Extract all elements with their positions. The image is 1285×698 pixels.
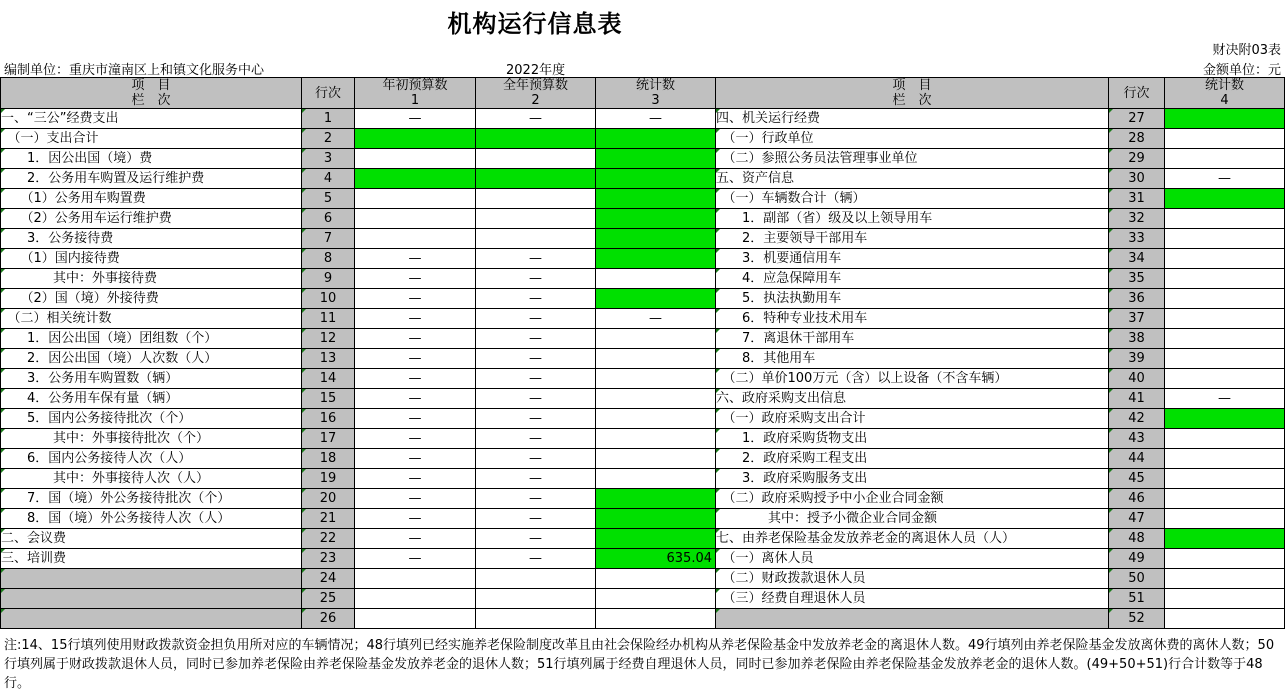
table-row bbox=[1, 129, 1285, 149]
annual-budget-cell[interactable] bbox=[476, 169, 596, 189]
line-number-left: 1 bbox=[302, 109, 355, 129]
line-number-right: 38 bbox=[1109, 329, 1165, 349]
line-number-left: 16 bbox=[302, 409, 355, 429]
stat-cell-left[interactable] bbox=[596, 149, 716, 169]
line-number-right: 29 bbox=[1109, 149, 1165, 169]
annual-budget-cell[interactable] bbox=[476, 229, 596, 249]
stat-cell-right[interactable] bbox=[1165, 429, 1285, 449]
row-label-right: （二）单价100万元（含）以上设备（不含车辆） bbox=[716, 369, 1109, 389]
row-label-right: 7．离退休干部用车 bbox=[716, 329, 1109, 349]
stat-cell-left[interactable] bbox=[596, 249, 716, 269]
initial-budget-cell[interactable]: — bbox=[355, 109, 476, 129]
table-row bbox=[1, 209, 1285, 229]
initial-budget-cell[interactable]: — bbox=[355, 489, 476, 509]
row-label-left: （2）公务用车运行维护费 bbox=[1, 209, 302, 229]
line-number-left: 18 bbox=[302, 449, 355, 469]
initial-budget-cell[interactable]: — bbox=[355, 429, 476, 449]
row-label-left: 其中：外事接待人次（人） bbox=[1, 469, 302, 489]
line-number-right: 31 bbox=[1109, 189, 1165, 209]
initial-budget-cell[interactable]: — bbox=[355, 449, 476, 469]
row-label-right: 6．特种专业技术用车 bbox=[716, 309, 1109, 329]
line-number-left: 14 bbox=[302, 369, 355, 389]
line-number-left: 15 bbox=[302, 389, 355, 409]
stat-cell-left[interactable] bbox=[596, 369, 716, 389]
table-row bbox=[1, 229, 1285, 249]
initial-budget-cell[interactable] bbox=[355, 589, 476, 609]
stat-cell-right[interactable] bbox=[1165, 249, 1285, 269]
initial-budget-cell[interactable]: — bbox=[355, 349, 476, 369]
annual-budget-cell[interactable]: — bbox=[476, 329, 596, 349]
initial-budget-cell[interactable]: — bbox=[355, 469, 476, 489]
stat-cell-left[interactable] bbox=[596, 209, 716, 229]
row-label-left: （2）国（境）外接待费 bbox=[1, 289, 302, 309]
row-label-right bbox=[716, 609, 1109, 629]
initial-budget-cell[interactable] bbox=[355, 229, 476, 249]
row-label-right: 1．政府采购货物支出 bbox=[716, 429, 1109, 449]
table-row bbox=[1, 589, 1285, 609]
row-label-left: 一、“三公”经费支出 bbox=[1, 109, 302, 129]
line-number-left: 23 bbox=[302, 549, 355, 569]
table-row bbox=[1, 509, 1285, 529]
initial-budget-cell[interactable] bbox=[355, 169, 476, 189]
row-label-left: （二）相关统计数 bbox=[1, 309, 302, 329]
annual-budget-cell[interactable]: — bbox=[476, 269, 596, 289]
table-row bbox=[1, 429, 1285, 449]
row-label-left: （1）国内接待费 bbox=[1, 249, 302, 269]
initial-budget-cell[interactable]: — bbox=[355, 509, 476, 529]
stat-cell-left[interactable]: — bbox=[596, 109, 716, 129]
line-number-left: 13 bbox=[302, 349, 355, 369]
stat-cell-left[interactable] bbox=[596, 429, 716, 449]
annual-budget-cell[interactable] bbox=[476, 609, 596, 629]
row-label-right: （二）参照公务员法管理事业单位 bbox=[716, 149, 1109, 169]
annual-budget-cell[interactable]: — bbox=[476, 249, 596, 269]
stat-cell-right[interactable] bbox=[1165, 269, 1285, 289]
table-row bbox=[1, 469, 1285, 489]
row-label-right: 8．其他用车 bbox=[716, 349, 1109, 369]
stat-cell-left[interactable] bbox=[596, 409, 716, 429]
annual-budget-cell[interactable]: — bbox=[476, 369, 596, 389]
stat-cell-right[interactable] bbox=[1165, 409, 1285, 429]
table-row bbox=[1, 549, 1285, 569]
row-label-right: 2．主要领导干部用车 bbox=[716, 229, 1109, 249]
stat-cell-right[interactable] bbox=[1165, 189, 1285, 209]
annual-budget-cell[interactable]: — bbox=[476, 469, 596, 489]
row-label-right: 3．机要通信用车 bbox=[716, 249, 1109, 269]
stat-cell-left[interactable] bbox=[596, 589, 716, 609]
header-stat-right: 统计数 4 bbox=[1165, 78, 1285, 109]
line-number-left: 22 bbox=[302, 529, 355, 549]
initial-budget-cell[interactable] bbox=[355, 149, 476, 169]
table-row bbox=[1, 409, 1285, 429]
header-stat-left: 统计数 3 bbox=[596, 78, 716, 109]
stat-cell-left[interactable]: — bbox=[596, 309, 716, 329]
row-label-left: 三、培训费 bbox=[1, 549, 302, 569]
annual-budget-cell[interactable]: — bbox=[476, 109, 596, 129]
stat-cell-right[interactable] bbox=[1165, 509, 1285, 529]
stat-cell-left[interactable] bbox=[596, 489, 716, 509]
annual-budget-cell[interactable]: — bbox=[476, 389, 596, 409]
header-annual-budget: 全年预算数 2 bbox=[476, 78, 596, 109]
initial-budget-cell[interactable]: — bbox=[355, 369, 476, 389]
line-number-right: 51 bbox=[1109, 589, 1165, 609]
line-number-right: 27 bbox=[1109, 109, 1165, 129]
initial-budget-cell[interactable] bbox=[355, 609, 476, 629]
line-number-right: 48 bbox=[1109, 529, 1165, 549]
row-label-right: 4．应急保障用车 bbox=[716, 269, 1109, 289]
initial-budget-cell[interactable] bbox=[355, 189, 476, 209]
row-label-left: 其中：外事接待批次（个） bbox=[1, 429, 302, 449]
stat-cell-right[interactable] bbox=[1165, 229, 1285, 249]
table-row bbox=[1, 149, 1285, 169]
stat-cell-right[interactable] bbox=[1165, 589, 1285, 609]
table-row bbox=[1, 569, 1285, 589]
table-row bbox=[1, 189, 1285, 209]
table-row bbox=[1, 249, 1285, 269]
row-label-left: 4．公务用车保有量（辆） bbox=[1, 389, 302, 409]
line-number-left: 8 bbox=[302, 249, 355, 269]
stat-cell-right[interactable] bbox=[1165, 369, 1285, 389]
table-row bbox=[1, 269, 1285, 289]
row-label-right: 3．政府采购服务支出 bbox=[716, 469, 1109, 489]
stat-cell-right[interactable] bbox=[1165, 489, 1285, 509]
stat-cell-right[interactable] bbox=[1165, 129, 1285, 149]
table-row bbox=[1, 449, 1285, 469]
stat-cell-right[interactable] bbox=[1165, 349, 1285, 369]
annual-budget-cell[interactable]: — bbox=[476, 449, 596, 469]
row-label-left: （一）支出合计 bbox=[1, 129, 302, 149]
line-number-left: 21 bbox=[302, 509, 355, 529]
row-label-right: （二）财政拨款退休人员 bbox=[716, 569, 1109, 589]
row-label-right: （一）车辆数合计（辆） bbox=[716, 189, 1109, 209]
annual-budget-cell[interactable] bbox=[476, 209, 596, 229]
stat-cell-left[interactable] bbox=[596, 329, 716, 349]
line-number-right: 49 bbox=[1109, 549, 1165, 569]
annual-budget-cell[interactable]: — bbox=[476, 489, 596, 509]
line-number-right: 32 bbox=[1109, 209, 1165, 229]
line-number-right: 47 bbox=[1109, 509, 1165, 529]
initial-budget-cell[interactable]: — bbox=[355, 329, 476, 349]
stat-cell-left[interactable]: 635.04 bbox=[596, 549, 716, 569]
line-number-left: 4 bbox=[302, 169, 355, 189]
line-number-right: 35 bbox=[1109, 269, 1165, 289]
table-row bbox=[1, 489, 1285, 509]
table-row bbox=[1, 389, 1285, 409]
stat-cell-right[interactable] bbox=[1165, 149, 1285, 169]
row-label-right: 其中：授予小微企业合同金额 bbox=[716, 509, 1109, 529]
row-label-left: （1）公务用车购置费 bbox=[1, 189, 302, 209]
stat-cell-right[interactable] bbox=[1165, 569, 1285, 589]
row-label-left bbox=[1, 569, 302, 589]
annual-budget-cell[interactable]: — bbox=[476, 509, 596, 529]
stat-cell-right[interactable] bbox=[1165, 449, 1285, 469]
stat-cell-right[interactable] bbox=[1165, 549, 1285, 569]
line-number-right: 41 bbox=[1109, 389, 1165, 409]
line-number-right: 44 bbox=[1109, 449, 1165, 469]
stat-cell-left[interactable] bbox=[596, 529, 716, 549]
row-label-left: 2．公务用车购置及运行维护费 bbox=[1, 169, 302, 189]
annual-budget-cell[interactable]: — bbox=[476, 289, 596, 309]
reporting-unit: 编制单位：重庆市潼南区上和镇文化服务中心 bbox=[4, 63, 265, 78]
annual-budget-cell[interactable]: — bbox=[476, 309, 596, 329]
stat-cell-right[interactable] bbox=[1165, 529, 1285, 549]
row-label-left: 6．国内公务接待人次（人） bbox=[1, 449, 302, 469]
line-number-right: 33 bbox=[1109, 229, 1165, 249]
line-number-right: 46 bbox=[1109, 489, 1165, 509]
stat-cell-left[interactable] bbox=[596, 449, 716, 469]
row-label-left bbox=[1, 589, 302, 609]
stat-cell-left[interactable] bbox=[596, 229, 716, 249]
line-number-right: 45 bbox=[1109, 469, 1165, 489]
row-label-right: 六、政府采购支出信息 bbox=[716, 389, 1109, 409]
stat-cell-right[interactable] bbox=[1165, 309, 1285, 329]
row-label-left: 7．国（境）外公务接待批次（个） bbox=[1, 489, 302, 509]
annual-budget-cell[interactable] bbox=[476, 569, 596, 589]
line-number-left: 5 bbox=[302, 189, 355, 209]
stat-cell-left[interactable] bbox=[596, 569, 716, 589]
table-row bbox=[1, 169, 1285, 189]
row-label-left bbox=[1, 609, 302, 629]
initial-budget-cell[interactable]: — bbox=[355, 269, 476, 289]
row-label-left: 5．国内公务接待批次（个） bbox=[1, 409, 302, 429]
stat-cell-left[interactable] bbox=[596, 509, 716, 529]
row-label-right: （三）经费自理退休人员 bbox=[716, 589, 1109, 609]
header-line-right: 行次 bbox=[1109, 78, 1165, 109]
annual-budget-cell[interactable]: — bbox=[476, 429, 596, 449]
line-number-left: 19 bbox=[302, 469, 355, 489]
stat-cell-right[interactable] bbox=[1165, 289, 1285, 309]
initial-budget-cell[interactable] bbox=[355, 129, 476, 149]
annual-budget-cell[interactable] bbox=[476, 129, 596, 149]
annual-budget-cell[interactable]: — bbox=[476, 529, 596, 549]
row-label-right: 2．政府采购工程支出 bbox=[716, 449, 1109, 469]
line-number-right: 40 bbox=[1109, 369, 1165, 389]
stat-cell-right[interactable] bbox=[1165, 469, 1285, 489]
row-label-left: 其中：外事接待费 bbox=[1, 269, 302, 289]
line-number-left: 7 bbox=[302, 229, 355, 249]
annual-budget-cell[interactable]: — bbox=[476, 409, 596, 429]
line-number-left: 11 bbox=[302, 309, 355, 329]
row-label-left: 3．公务接待费 bbox=[1, 229, 302, 249]
line-number-left: 10 bbox=[302, 289, 355, 309]
line-number-left: 6 bbox=[302, 209, 355, 229]
line-number-left: 3 bbox=[302, 149, 355, 169]
stat-cell-left[interactable] bbox=[596, 469, 716, 489]
stat-cell-left[interactable] bbox=[596, 269, 716, 289]
line-number-left: 24 bbox=[302, 569, 355, 589]
initial-budget-cell[interactable] bbox=[355, 569, 476, 589]
initial-budget-cell[interactable]: — bbox=[355, 389, 476, 409]
line-number-right: 36 bbox=[1109, 289, 1165, 309]
line-number-right: 39 bbox=[1109, 349, 1165, 369]
stat-cell-left[interactable] bbox=[596, 609, 716, 629]
table-row bbox=[1, 529, 1285, 549]
line-number-right: 52 bbox=[1109, 609, 1165, 629]
line-number-right: 34 bbox=[1109, 249, 1165, 269]
line-number-right: 30 bbox=[1109, 169, 1165, 189]
initial-budget-cell[interactable]: — bbox=[355, 249, 476, 269]
initial-budget-cell[interactable]: — bbox=[355, 309, 476, 329]
row-label-right: （一）行政单位 bbox=[716, 129, 1109, 149]
stat-cell-right[interactable] bbox=[1165, 329, 1285, 349]
stat-cell-left[interactable] bbox=[596, 289, 716, 309]
line-number-left: 12 bbox=[302, 329, 355, 349]
row-label-left: 8．国（境）外公务接待人次（人） bbox=[1, 509, 302, 529]
line-number-right: 42 bbox=[1109, 409, 1165, 429]
row-label-right: 四、机关运行经费 bbox=[716, 109, 1109, 129]
table-row bbox=[1, 329, 1285, 349]
initial-budget-cell[interactable]: — bbox=[355, 409, 476, 429]
row-label-right: 七、由养老保险基金发放养老金的离退休人员（人） bbox=[716, 529, 1109, 549]
info-table bbox=[0, 77, 1285, 629]
line-number-left: 17 bbox=[302, 429, 355, 449]
form-number: 财决附03表 bbox=[1212, 43, 1281, 58]
table-row bbox=[1, 309, 1285, 329]
table-row bbox=[1, 369, 1285, 389]
line-number-left: 9 bbox=[302, 269, 355, 289]
stat-cell-left[interactable] bbox=[596, 169, 716, 189]
header-line-left: 行次 bbox=[302, 78, 355, 109]
stat-cell-left[interactable] bbox=[596, 189, 716, 209]
table-row bbox=[1, 349, 1285, 369]
annual-budget-cell[interactable] bbox=[476, 189, 596, 209]
stat-cell-right[interactable]: — bbox=[1165, 169, 1285, 189]
line-number-left: 2 bbox=[302, 129, 355, 149]
initial-budget-cell[interactable]: — bbox=[355, 529, 476, 549]
annual-budget-cell[interactable] bbox=[476, 149, 596, 169]
row-label-right: 5．执法执勤用车 bbox=[716, 289, 1109, 309]
stat-cell-left[interactable] bbox=[596, 129, 716, 149]
row-label-right: （二）政府采购授予中小企业合同金额 bbox=[716, 489, 1109, 509]
row-label-right: 五、资产信息 bbox=[716, 169, 1109, 189]
line-number-left: 25 bbox=[302, 589, 355, 609]
stat-cell-right[interactable] bbox=[1165, 209, 1285, 229]
table-row bbox=[1, 289, 1285, 309]
line-number-left: 26 bbox=[302, 609, 355, 629]
row-label-left: 二、会议费 bbox=[1, 529, 302, 549]
annual-budget-cell[interactable]: — bbox=[476, 549, 596, 569]
row-label-left: 3．公务用车购置数（辆） bbox=[1, 369, 302, 389]
stat-cell-right[interactable] bbox=[1165, 609, 1285, 629]
line-number-right: 28 bbox=[1109, 129, 1165, 149]
row-label-left: 1．因公出国（境）费 bbox=[1, 149, 302, 169]
amount-unit: 金额单位：元 bbox=[1202, 63, 1281, 78]
line-number-right: 50 bbox=[1109, 569, 1165, 589]
table-row bbox=[1, 109, 1285, 129]
header-initial-budget: 年初预算数 1 bbox=[355, 78, 476, 109]
stat-cell-left[interactable] bbox=[596, 349, 716, 369]
row-label-left: 2．因公出国（境）人次数（人） bbox=[1, 349, 302, 369]
header-item-left: 项 目 栏 次 bbox=[1, 78, 302, 109]
line-number-right: 43 bbox=[1109, 429, 1165, 449]
report-year: 2022年度 bbox=[506, 63, 566, 78]
stat-cell-left[interactable] bbox=[596, 389, 716, 409]
initial-budget-cell[interactable] bbox=[355, 209, 476, 229]
row-label-left: 1．因公出国（境）团组数（个） bbox=[1, 329, 302, 349]
initial-budget-cell[interactable]: — bbox=[355, 549, 476, 569]
table-row bbox=[1, 609, 1285, 629]
header-item-right: 项 目 栏 次 bbox=[716, 78, 1109, 109]
row-label-right: （一）离休人员 bbox=[716, 549, 1109, 569]
annual-budget-cell[interactable]: — bbox=[476, 349, 596, 369]
line-number-right: 37 bbox=[1109, 309, 1165, 329]
footnote: 注:14、15行填列使用财政拨款资金担负用所对应的车辆情况；48行填列已经实施养老保险制度改革且由社会保险经办机构从养老保险基金中发放养老金的离退休人数。49行填列由养老保险基金发放离休费的离休人数；50行填列属于财政拨款退休人员，同时已参加养老保险由养老保险基金发放养老金的退休人数；51行填列属于经费自理退休人员，同时已参加养老保险由养老保险基金发放养老金的退休人数。(49+50+51)行合计数等于48行。 bbox=[4, 638, 1275, 691]
annual-budget-cell[interactable] bbox=[476, 589, 596, 609]
initial-budget-cell[interactable]: — bbox=[355, 289, 476, 309]
stat-cell-right[interactable] bbox=[1165, 109, 1285, 129]
line-number-left: 20 bbox=[302, 489, 355, 509]
row-label-right: 1．副部（省）级及以上领导用车 bbox=[716, 209, 1109, 229]
row-label-right: （一）政府采购支出合计 bbox=[716, 409, 1109, 429]
stat-cell-right[interactable]: — bbox=[1165, 389, 1285, 409]
page-title: 机构运行信息表 bbox=[447, 10, 623, 38]
